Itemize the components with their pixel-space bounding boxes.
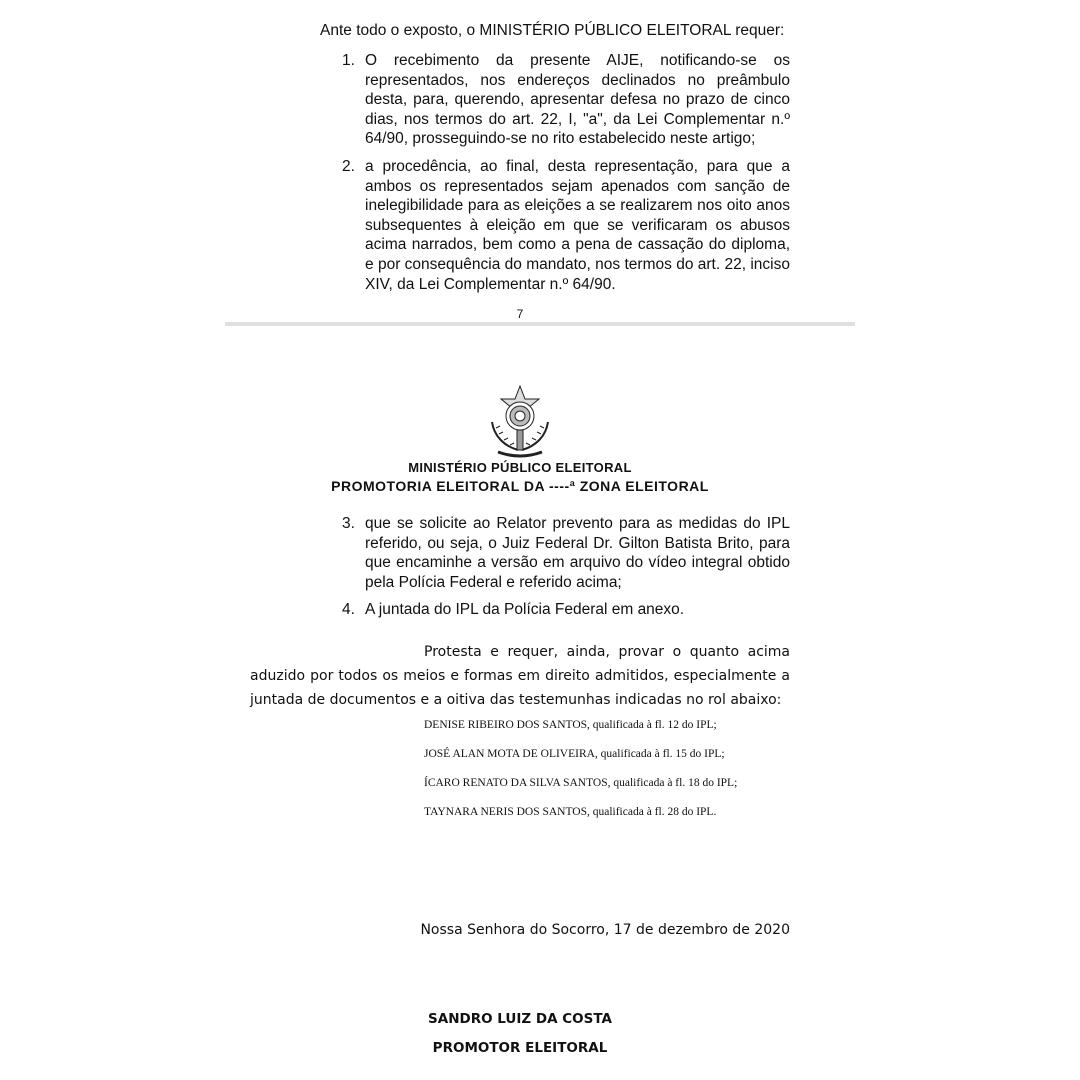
coat-of-arms-icon [484, 384, 556, 460]
place-date: Nossa Senhora do Socorro, 17 de dezembro de 2020 [420, 922, 790, 938]
request-number: 1. [342, 52, 355, 69]
signature-title: PROMOTOR ELEITORAL [432, 1040, 608, 1056]
header-promotoria: PROMOTORIA ELEITORAL DA ----ª ZONA ELEITORAL [331, 478, 709, 494]
request-number: 3. [342, 515, 355, 532]
request-text: que se solicite ao Relator prevento para as medidas do IPL referido, ou seja, o Juiz Federal Dr. Gilton Batista Brito, para que encaminhe a versão em arquivo do vídeo integral obtido pela Polícia Federal e referido acima; [365, 515, 790, 591]
header-ministry: MINISTÉRIO PÚBLICO ELEITORAL [408, 460, 632, 475]
request-item-3 [342, 514, 790, 592]
request-item-2 [342, 157, 790, 294]
witness-item: JOSÉ ALAN MOTA DE OLIVEIRA, qualificada à fl. 15 do IPL; [424, 748, 725, 760]
witness-item: TAYNARA NERIS DOS SANTOS, qualificada à fl. 28 do IPL. [424, 806, 717, 818]
request-text: O recebimento da presente AIJE, notificando-se os representados, nos endereços declinados no preâmbulo desta, para, querendo, apresentar defesa no prazo de cinco dias, nos termos do art. 22, I, "a", da Lei Complementar n.º 64/90, prosseguindo-se no rito estabelecido neste artigo; [365, 52, 790, 148]
request-text: a procedência, ao final, desta representação, para que a ambos os representados sejam apenados com sanção de inelegibilidade para as eleições a se realizarem nos oito anos subsequentes à eleição em que se verificaram os abusos acima narrados, bem como a pena de cassação do diploma, e por consequência do mandato, nos termos do art. 22, inciso XIV, da Lei Complementar n.º 64/90. [365, 158, 790, 293]
request-number: 2. [342, 158, 355, 175]
protesta-text: Protesta e requer, ainda, provar o quanto acima aduzido por todos os meios e formas em direito admitidos, especialmente a juntada de documentos e a oitiva das testemunhas indicadas no rol abaixo: [250, 644, 790, 708]
protesta-paragraph [250, 640, 790, 712]
page-divider [225, 322, 855, 326]
request-item-1 [342, 51, 790, 149]
request-number: 4. [342, 601, 355, 618]
page-number: 7 [516, 307, 524, 321]
witness-item: DENISE RIBEIRO DOS SANTOS, qualificada à fl. 12 do IPL; [424, 719, 717, 731]
witness-item: ÍCARO RENATO DA SILVA SANTOS, qualificada à fl. 18 do IPL; [424, 777, 738, 789]
signature-name: SANDRO LUIZ DA COSTA [428, 1011, 612, 1027]
intro-text: Ante todo o exposto, o MINISTÉRIO PÚBLICO ELEITORAL requer: [320, 22, 785, 39]
request-text: A juntada do IPL da Polícia Federal em anexo. [365, 601, 685, 618]
request-item-4 [342, 600, 790, 620]
